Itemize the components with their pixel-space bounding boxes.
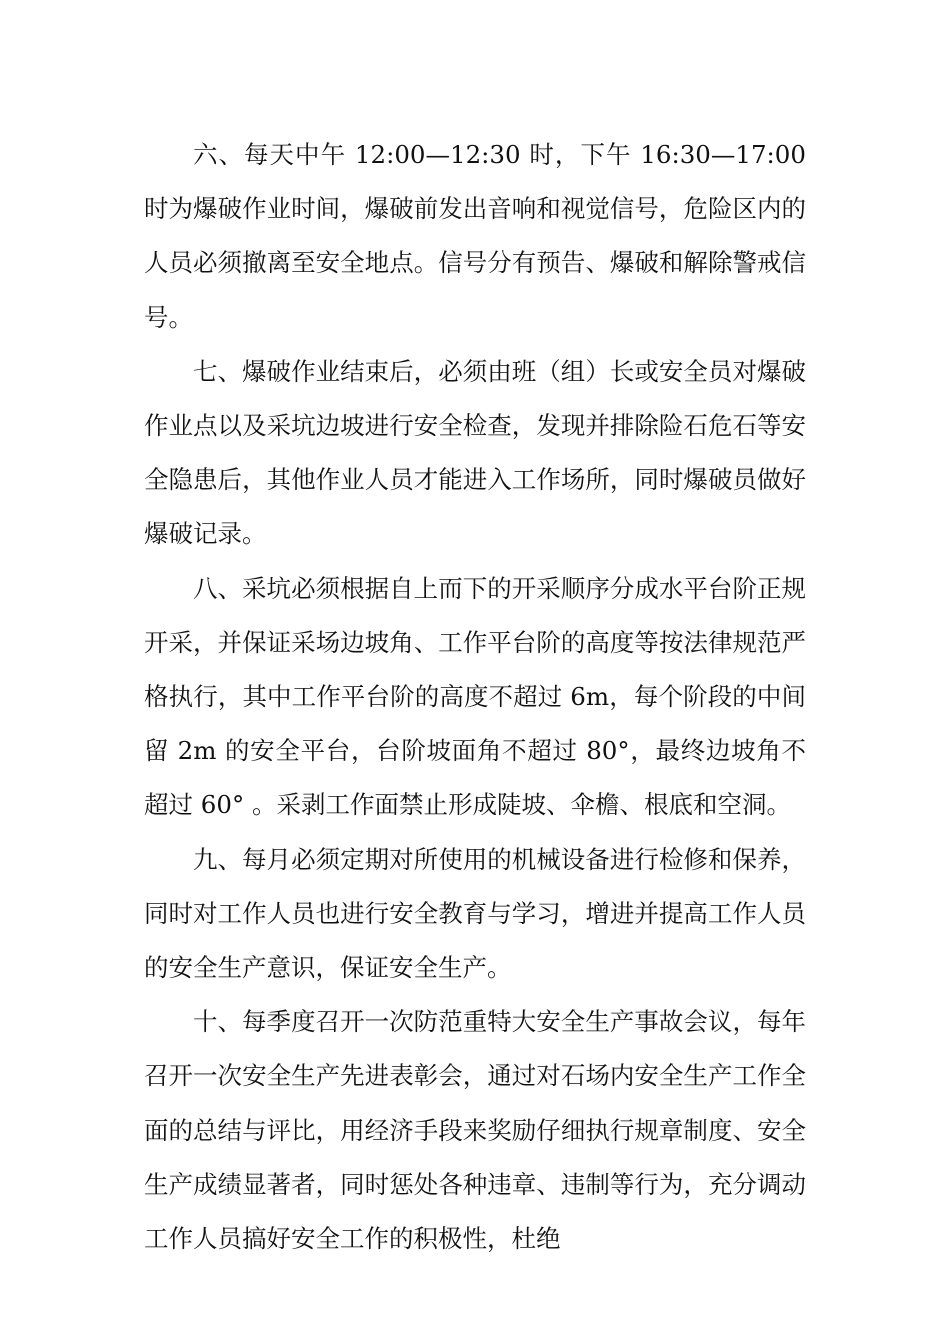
text-line: 八、采坑必须根据自上而下的开采顺序分成水平台阶 xyxy=(193,573,757,603)
paragraph xyxy=(144,833,806,996)
text-line: 章制度、安全生产成绩显著者，同时惩处各种违章、违制 xyxy=(144,1115,807,1199)
text-line: 危石等安全隐患后，其他作业人员才能进入工作场所，同 xyxy=(144,411,807,495)
text-line: 律规范严格执行，其中工作平台阶的高度不超过 6m，每个 xyxy=(144,627,807,712)
text-line: 六、每天中午 12:00—12:30 时，下午 16:30—17:00 时 xyxy=(144,140,806,224)
text-line: 警戒信号。 xyxy=(144,248,807,332)
paragraph xyxy=(144,345,806,562)
text-line: 等行为，充分调动工作人员搞好安全工作的积极性，杜绝 xyxy=(144,1169,807,1254)
text-line: 产工作全面的总结与评比，用经济手段来奖励仔细执行规 xyxy=(144,1061,807,1145)
text-line: 为爆破作业时间，爆破前发出音响和视觉信号，危险区内 xyxy=(168,194,782,224)
text-line: 九、每月必须定期对所使用的机械设备进行检修和保 xyxy=(193,844,757,874)
paragraph xyxy=(144,995,806,1266)
text-line: 终边坡角不超过 60° 。采剥工作面禁止形成陡坡、伞檐、 xyxy=(144,736,807,820)
document-body xyxy=(144,128,806,1266)
text-line: 爆破作业点以及采坑边坡进行安全检查，发现并排除险石 xyxy=(144,356,807,441)
text-line: 正规开采，并保证采场边坡角、工作平台阶的高度等按法 xyxy=(144,573,807,657)
text-line: 根底和空洞。 xyxy=(644,790,791,820)
text-line: 阶段的中间留 2m 的安全平台，台阶坡面角不超过 80°，最 xyxy=(144,682,807,766)
paragraph xyxy=(144,562,806,833)
text-line: 七、爆破作业结束后，必须由班（组）长或安全员对 xyxy=(193,356,757,386)
text-line: 工作人员的安全生产意识，保证安全生产。 xyxy=(144,898,807,983)
text-line: 的人员必须撤离至安全地点。信号分有预告、爆破和解除 xyxy=(144,194,807,278)
text-line: 十、每季度召开一次防范重特大安全生产事故会议， xyxy=(193,1007,757,1037)
paragraph xyxy=(144,128,806,345)
text-line: 养，同时对工作人员也进行安全教育与学习，增进并提高 xyxy=(144,844,807,928)
text-line: 时爆破员做好爆破记录。 xyxy=(144,465,807,549)
text-line: 每年召开一次安全生产先进表彰会，通过对石场内安全生 xyxy=(144,1007,807,1091)
